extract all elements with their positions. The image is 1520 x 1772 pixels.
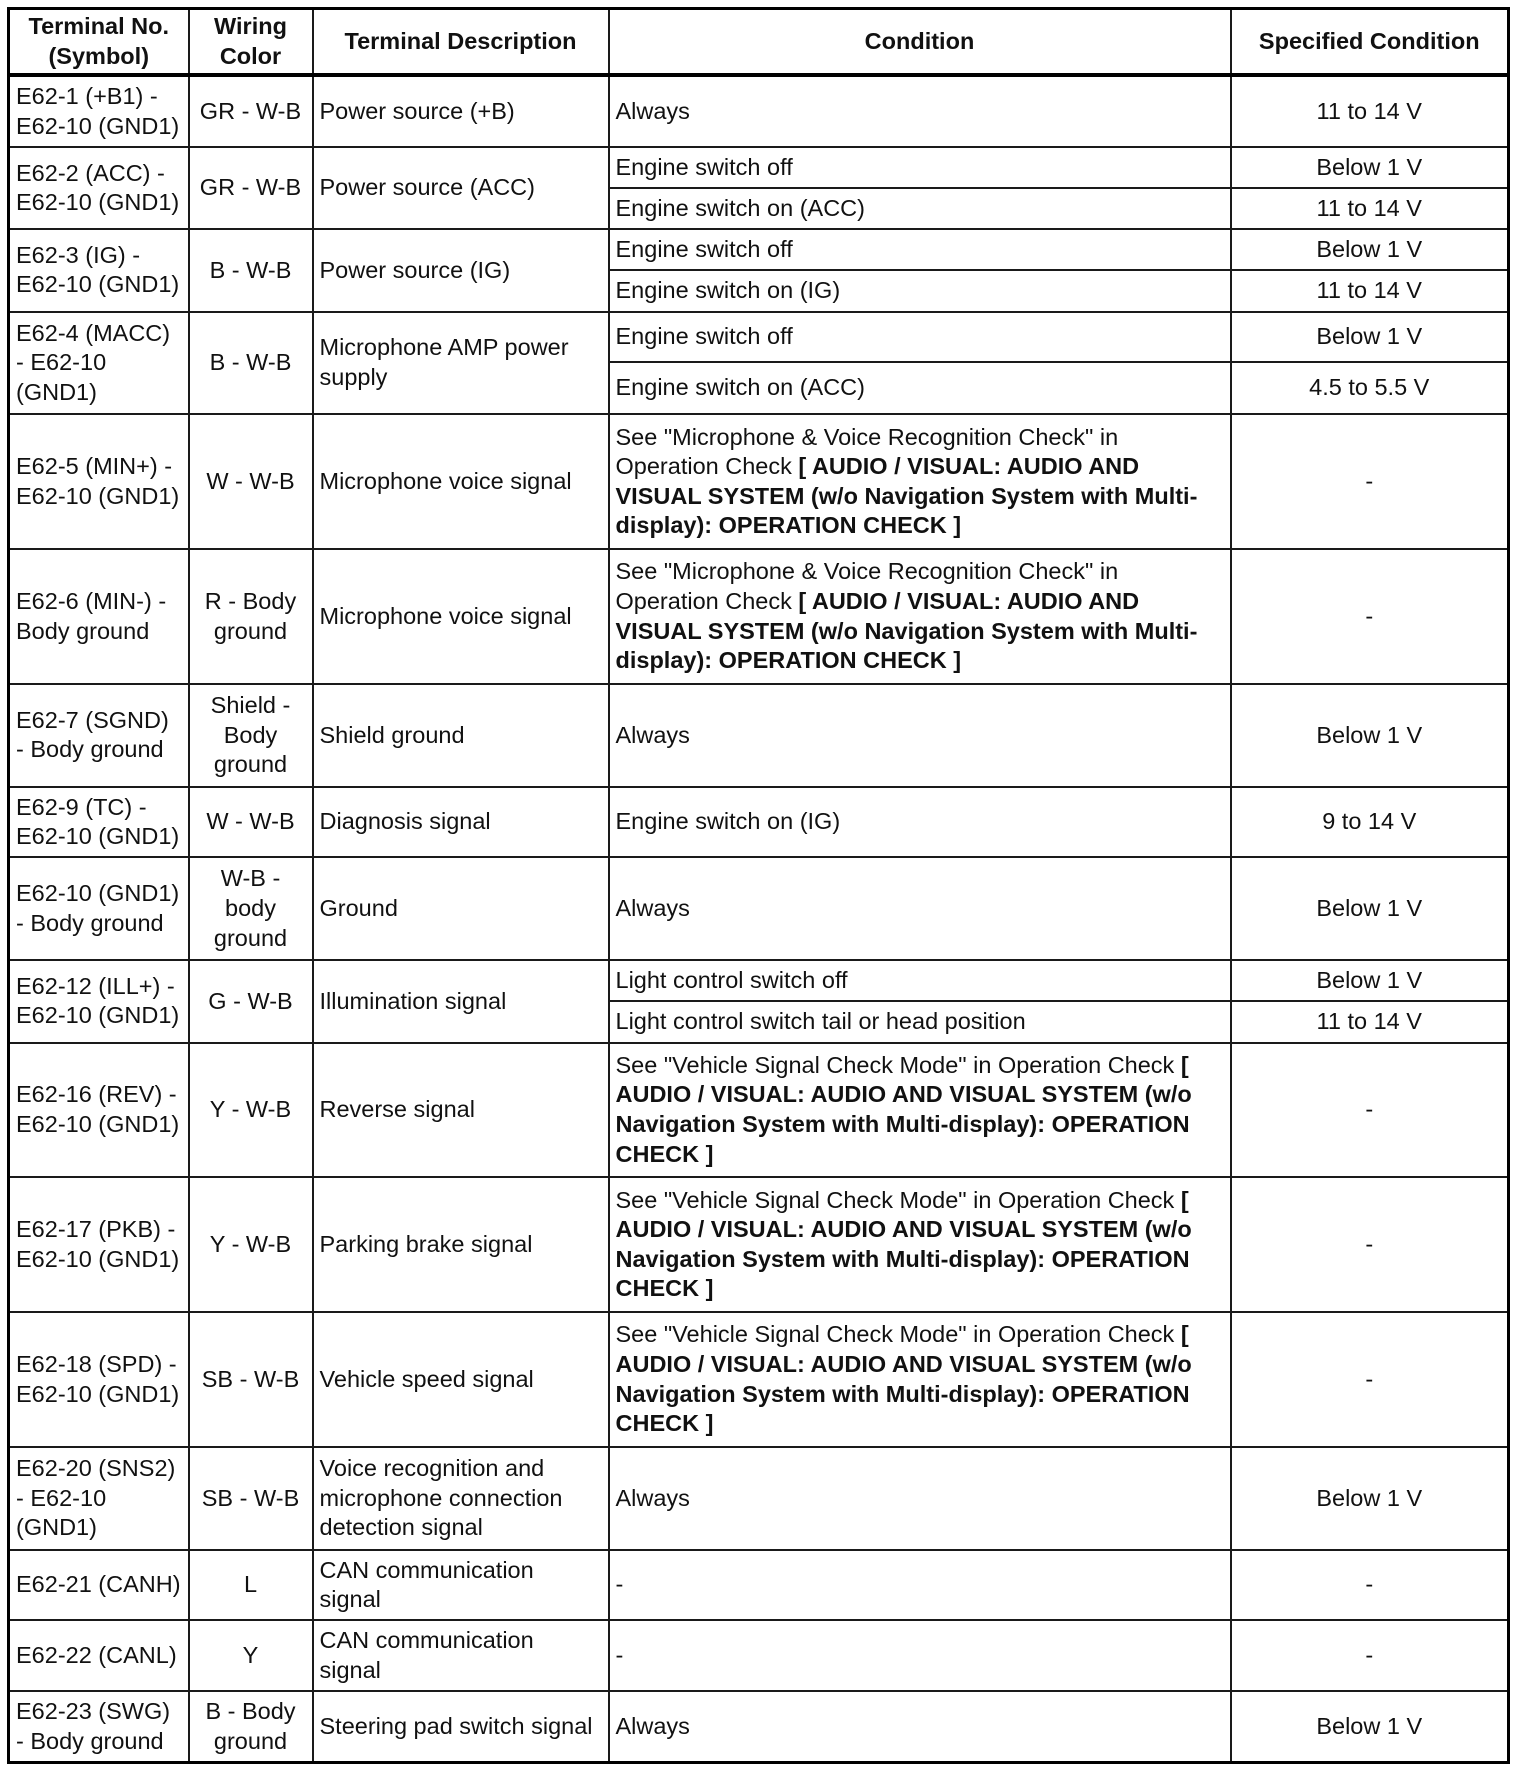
terminal-cell: E62-7 (SGND) - Body ground xyxy=(9,684,189,787)
table-row xyxy=(9,147,1509,188)
table-body xyxy=(9,75,1509,1762)
specified-condition-cell: 9 to 14 V xyxy=(1231,787,1509,858)
terminal-description-cell: CAN communication signal xyxy=(313,1620,609,1691)
condition-text: See "Vehicle Signal Check Mode" in Operation Check xyxy=(615,1321,1181,1348)
condition-cell xyxy=(609,229,1231,270)
terminal-description-cell: Reverse signal xyxy=(313,1043,609,1178)
terminal-description-cell: Steering pad switch signal xyxy=(313,1691,609,1762)
condition-text: Engine switch on (ACC) xyxy=(615,194,865,221)
condition-cell xyxy=(609,270,1231,311)
condition-cell xyxy=(609,75,1231,147)
condition-cell xyxy=(609,188,1231,229)
table-row xyxy=(9,414,1509,549)
specified-condition-cell: - xyxy=(1231,1312,1509,1447)
wiring-color-cell: Shield - Body ground xyxy=(189,684,313,787)
terminal-cell: E62-5 (MIN+) - E62-10 (GND1) xyxy=(9,414,189,549)
table-row xyxy=(9,1550,1509,1621)
condition-cell xyxy=(609,414,1231,549)
terminal-description-cell: Microphone voice signal xyxy=(313,414,609,549)
condition-cell xyxy=(609,960,1231,1001)
condition-text: See "Microphone & Voice Recognition Check" in Operation Check xyxy=(615,558,1119,615)
specified-condition-cell: Below 1 V xyxy=(1231,684,1509,787)
wiring-color-cell: W-B - body ground xyxy=(189,857,313,960)
condition-text: Engine switch off xyxy=(615,322,793,349)
condition-cell xyxy=(609,1177,1231,1312)
operation-check-reference: [ AUDIO / VISUAL: AUDIO AND VISUAL SYSTEM (w/o Navigation System with Multi-display): OPERATION CHECK ] xyxy=(615,453,1198,539)
terminal-cell: E62-18 (SPD) - E62-10 (GND1) xyxy=(9,1312,189,1447)
wiring-color-cell: W - W-B xyxy=(189,787,313,858)
condition-text: - xyxy=(615,1641,624,1668)
terminal-cell: E62-23 (SWG) - Body ground xyxy=(9,1691,189,1762)
wiring-color-cell: SB - W-B xyxy=(189,1447,313,1550)
table-header-row xyxy=(9,9,1509,76)
condition-text: Always xyxy=(615,895,690,922)
terminal-cell: E62-12 (ILL+) - E62-10 (GND1) xyxy=(9,960,189,1042)
wiring-color-cell: L xyxy=(189,1550,313,1621)
condition-text: Engine switch on (IG) xyxy=(615,808,841,835)
terminal-description-cell: Diagnosis signal xyxy=(313,787,609,858)
specified-condition-cell: Below 1 V xyxy=(1231,1691,1509,1762)
table-row xyxy=(9,1447,1509,1550)
specified-condition-cell: Below 1 V xyxy=(1231,312,1509,362)
specified-condition-cell: Below 1 V xyxy=(1231,960,1509,1001)
condition-text: - xyxy=(615,1571,624,1598)
specified-condition-cell: Below 1 V xyxy=(1231,229,1509,270)
table-row xyxy=(9,1043,1509,1178)
condition-text: Always xyxy=(615,721,690,748)
table-row xyxy=(9,312,1509,362)
specified-condition-cell: - xyxy=(1231,1177,1509,1312)
terminal-cell: E62-3 (IG) - E62-10 (GND1) xyxy=(9,229,189,311)
terminal-description-cell: Power source (IG) xyxy=(313,229,609,311)
table-row xyxy=(9,1177,1509,1312)
specified-condition-cell: - xyxy=(1231,1550,1509,1621)
wiring-color-cell: SB - W-B xyxy=(189,1312,313,1447)
condition-cell xyxy=(609,1691,1231,1762)
terminal-cell: E62-17 (PKB) - E62-10 (GND1) xyxy=(9,1177,189,1312)
condition-text: Engine switch on (ACC) xyxy=(615,374,865,401)
table-row xyxy=(9,1691,1509,1762)
specified-condition-cell: 4.5 to 5.5 V xyxy=(1231,362,1509,415)
specified-condition-cell: - xyxy=(1231,549,1509,684)
condition-cell xyxy=(609,1620,1231,1691)
table-row xyxy=(9,684,1509,787)
terminal-cell: E62-10 (GND1) - Body ground xyxy=(9,857,189,960)
condition-cell xyxy=(609,1312,1231,1447)
condition-text: Always xyxy=(615,1484,690,1511)
terminal-description-cell: Power source (ACC) xyxy=(313,147,609,229)
wiring-color-cell: Y - W-B xyxy=(189,1043,313,1178)
terminal-description-cell: Microphone voice signal xyxy=(313,549,609,684)
terminal-spec-table xyxy=(7,7,1510,1764)
table-row xyxy=(9,960,1509,1001)
condition-text: Light control switch off xyxy=(615,967,848,993)
operation-check-reference: [ AUDIO / VISUAL: AUDIO AND VISUAL SYSTEM (w/o Navigation System with Multi-display): OPERATION CHECK ] xyxy=(615,1051,1192,1167)
wiring-color-cell: Y - W-B xyxy=(189,1177,313,1312)
condition-cell xyxy=(609,147,1231,188)
terminal-cell: E62-1 (+B1) - E62-10 (GND1) xyxy=(9,75,189,147)
terminal-cell: E62-2 (ACC) - E62-10 (GND1) xyxy=(9,147,189,229)
specified-condition-cell: 11 to 14 V xyxy=(1231,188,1509,229)
terminal-cell: E62-16 (REV) - E62-10 (GND1) xyxy=(9,1043,189,1178)
header-specified-condition: Specified Condition xyxy=(1231,9,1509,76)
header-condition: Condition xyxy=(609,9,1231,76)
header-wiring-color: Wiring Color xyxy=(189,9,313,76)
table-row xyxy=(9,229,1509,270)
terminal-cell: E62-22 (CANL) xyxy=(9,1620,189,1691)
condition-cell xyxy=(609,1001,1231,1042)
condition-cell xyxy=(609,362,1231,415)
specified-condition-cell: 11 to 14 V xyxy=(1231,270,1509,311)
condition-cell xyxy=(609,857,1231,960)
terminal-description-cell: Microphone AMP power supply xyxy=(313,312,609,415)
terminal-description-cell: Power source (+B) xyxy=(313,75,609,147)
terminal-description-cell: Parking brake signal xyxy=(313,1177,609,1312)
condition-cell xyxy=(609,549,1231,684)
specified-condition-cell: 11 to 14 V xyxy=(1231,1001,1509,1042)
operation-check-reference: [ AUDIO / VISUAL: AUDIO AND VISUAL SYSTEM (w/o Navigation System with Multi-display): OPERATION CHECK ] xyxy=(615,588,1198,674)
wiring-color-cell: B - W-B xyxy=(189,312,313,415)
wiring-color-cell: G - W-B xyxy=(189,960,313,1042)
wiring-color-cell: R - Body ground xyxy=(189,549,313,684)
condition-cell xyxy=(609,312,1231,362)
condition-text: Engine switch on (IG) xyxy=(615,277,841,304)
terminal-cell: E62-9 (TC) - E62-10 (GND1) xyxy=(9,787,189,858)
specified-condition-cell: - xyxy=(1231,414,1509,549)
terminal-cell: E62-6 (MIN-) - Body ground xyxy=(9,549,189,684)
terminal-description-cell: Voice recognition and microphone connection detection signal xyxy=(313,1447,609,1550)
wiring-color-cell: GR - W-B xyxy=(189,147,313,229)
specified-condition-cell: - xyxy=(1231,1620,1509,1691)
wiring-color-cell: GR - W-B xyxy=(189,75,313,147)
specified-condition-cell: Below 1 V xyxy=(1231,1447,1509,1550)
wiring-color-cell: W - W-B xyxy=(189,414,313,549)
condition-cell xyxy=(609,1043,1231,1178)
terminal-cell: E62-4 (MACC) - E62-10 (GND1) xyxy=(9,312,189,415)
condition-text: See "Vehicle Signal Check Mode" in Operation Check xyxy=(615,1051,1181,1078)
terminal-cell: E62-21 (CANH) xyxy=(9,1550,189,1621)
specified-condition-cell: - xyxy=(1231,1043,1509,1178)
wiring-color-cell: Y xyxy=(189,1620,313,1691)
terminal-cell: E62-20 (SNS2) - E62-10 (GND1) xyxy=(9,1447,189,1550)
condition-cell xyxy=(609,1550,1231,1621)
specified-condition-cell: 11 to 14 V xyxy=(1231,75,1509,147)
condition-text: See "Microphone & Voice Recognition Check" in Operation Check xyxy=(615,423,1119,480)
condition-text: Engine switch off xyxy=(615,236,793,263)
terminal-description-cell: Shield ground xyxy=(313,684,609,787)
terminal-description-cell: Illumination signal xyxy=(313,960,609,1042)
terminal-description-cell: Vehicle speed signal xyxy=(313,1312,609,1447)
table-row xyxy=(9,787,1509,858)
condition-text: Light control switch tail or head position xyxy=(615,1008,1026,1035)
condition-cell xyxy=(609,787,1231,858)
table-row xyxy=(9,75,1509,147)
specified-condition-cell: Below 1 V xyxy=(1231,857,1509,960)
table-row xyxy=(9,549,1509,684)
condition-text: See "Vehicle Signal Check Mode" in Operation Check xyxy=(615,1186,1181,1213)
terminal-description-cell: Ground xyxy=(313,857,609,960)
header-terminal: Terminal No. (Symbol) xyxy=(9,9,189,76)
wiring-color-cell: B - Body ground xyxy=(189,1691,313,1762)
condition-cell xyxy=(609,1447,1231,1550)
table-row xyxy=(9,1312,1509,1447)
terminal-description-cell: CAN communication signal xyxy=(313,1550,609,1621)
condition-text: Always xyxy=(615,97,690,124)
condition-text: Always xyxy=(615,1712,690,1739)
condition-text: Engine switch off xyxy=(615,153,793,180)
specified-condition-cell: Below 1 V xyxy=(1231,147,1509,188)
table-row xyxy=(9,857,1509,960)
operation-check-reference: [ AUDIO / VISUAL: AUDIO AND VISUAL SYSTEM (w/o Navigation System with Multi-display): OPERATION CHECK ] xyxy=(615,1321,1192,1437)
table-row xyxy=(9,1620,1509,1691)
wiring-color-cell: B - W-B xyxy=(189,229,313,311)
condition-cell xyxy=(609,684,1231,787)
header-terminal-description: Terminal Description xyxy=(313,9,609,76)
operation-check-reference: [ AUDIO / VISUAL: AUDIO AND VISUAL SYSTEM (w/o Navigation System with Multi-display): OPERATION CHECK ] xyxy=(615,1186,1192,1302)
